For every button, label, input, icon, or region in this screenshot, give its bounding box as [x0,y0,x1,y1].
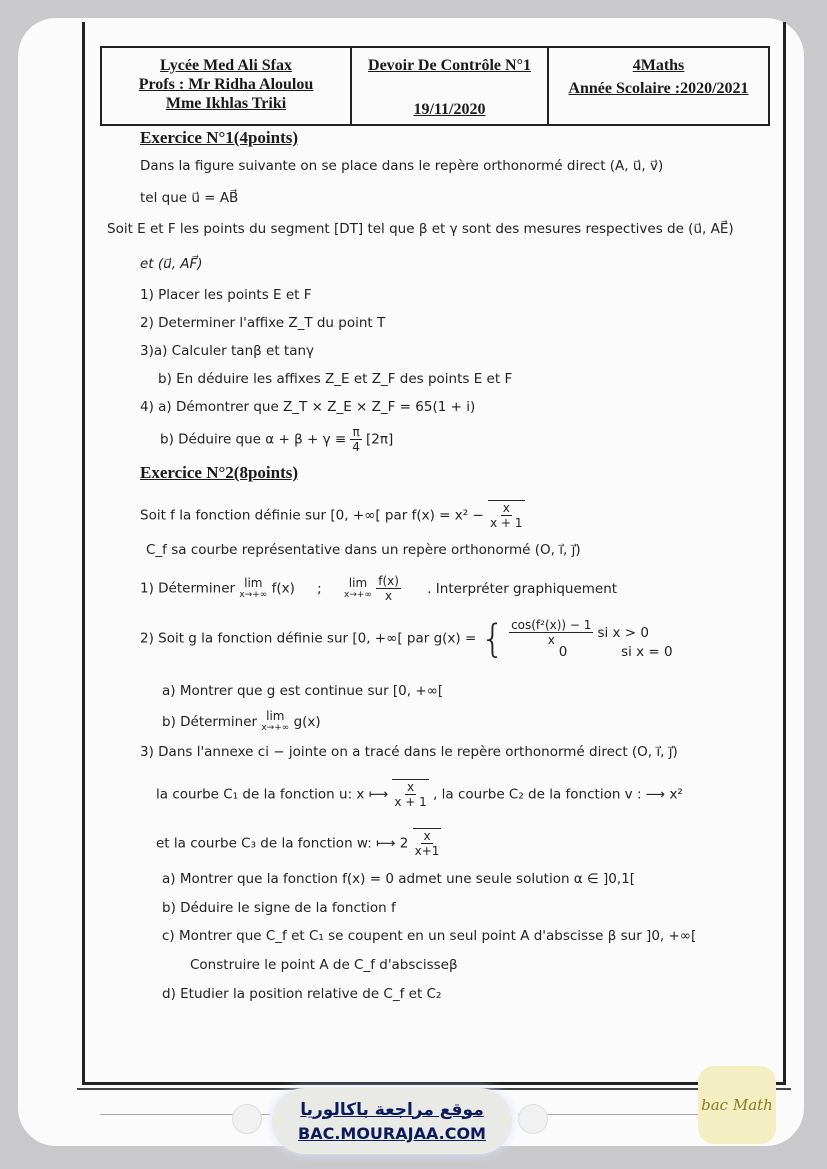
ex2-q2-pre: 2) Soit g la fonction définie sur [0, +∞[ par g(x) = [140,630,477,647]
sqrt-expr [488,500,524,530]
case1-frac [509,618,593,647]
site-logo-left-icon [232,1104,262,1134]
def-num: x [502,501,510,515]
school-name: Lycée Med Ali Sfax [160,57,292,74]
ex1-q2: 2) Determiner l'affixe Z_T du point T [140,315,386,331]
lim-sub-2: x→+∞ [344,589,372,600]
ex2-q1-post: . Interpréter graphiquement [427,580,618,597]
c3-pre: et la courbe C₃ de la fonction w: ⟼ 2 [156,835,409,852]
pi-num: π [352,425,360,439]
fx-num: f(x) [378,574,399,588]
c3-den: x+1 [414,844,440,858]
bac-math-logo: bac Math [698,1066,776,1144]
class-name: 4Maths [632,57,685,74]
ex2-def-pre: Soit f la fonction définie sur [0, +∞[ par f(x) = x² − [140,507,484,524]
def-frac [490,501,522,530]
c3-frac [415,829,440,858]
ex1-q3b: b) En déduire les affixes Z_E et Z_F des points E et F [158,371,513,387]
ex1-q3a: 3)a) Calculer tanβ et tanγ [140,343,315,359]
lim-word: lim [244,575,263,590]
lim-2 [344,577,372,601]
ex1-line1: Dans la figure suivante on se place dans le repère orthonormé direct (A, u⃗, v⃗) [140,158,664,174]
lim-word-3: lim [266,709,285,723]
lim-sub-3: x→+∞ [261,723,290,733]
ex1-q4b-post: [2π] [366,431,394,448]
ex1-q4b-pre: b) Déduire que α + β + γ ≡ [160,431,347,448]
pi-den: 4 [352,440,360,454]
prof2-name: Mme Ikhlas Triki [165,95,287,112]
lim-word-2: lim [348,575,368,590]
c3-sqrt [413,828,442,858]
ex2-q3c2: Construire le point A de C_f d'abscisseβ [190,957,458,973]
ex1-q4a: 4) a) Démontrer que Z_T × Z_E × Z_F = 65(1 + i) [140,399,476,415]
ex2-q2b-pre: b) Déterminer [162,714,258,730]
lim-1 [239,577,267,601]
ex2-q2a: a) Montrer que g est continue sur [0, +∞[ [162,683,444,699]
ex2-q3b: b) Déduire le signe de la fonction f [162,900,396,916]
case1-num: cos(f²(x)) − 1 [511,618,592,632]
c1-frac [394,780,426,809]
def-den: x + 1 [490,516,523,530]
piecewise [509,618,673,659]
case1-den: x [547,633,555,647]
ex1-line2: tel que u⃗ = AB⃗ [140,190,239,206]
ex2-q1-f: f(x) [271,580,295,597]
ex1-title: Exercice N°1(4points) [140,128,299,147]
ex1-q4b [160,425,393,454]
fx-den: x [385,589,393,603]
ex2-definition [140,500,525,530]
c1-pre: la courbe C₁ de la fonction u: x ⟼ [156,786,389,803]
case2-val: 0 [558,644,568,660]
c1-den: x + 1 [394,795,427,809]
c3-num: x [423,829,431,843]
case-2 [509,645,673,659]
ex1-q1: 1) Placer les points E et F [140,287,312,303]
case1-cond: si x > 0 [597,624,649,641]
exam-header [100,46,770,126]
site-arabic-name: موقع مراجعة باكالوريا [300,1099,484,1120]
lim-3 [261,710,289,734]
school-year: Année Scolaire :2020/2021 [568,80,749,97]
ex2-cf: C_f sa courbe représentative dans un repère orthonormé (O, i⃗, j⃗) [146,542,581,558]
ex2-q2b-f: g(x) [293,714,321,730]
exam-date: 19/11/2020 [413,101,486,118]
ex2-q3c: c) Montrer que C_f et C₁ se coupent en un seul point A d'abscisse β sur ]0, +∞[ [162,928,697,944]
ex2-q3d: d) Etudier la position relative de C_f et C₂ [162,986,442,1002]
header-class-cell [549,48,768,124]
c1-num: x [407,780,415,794]
ex1-line4: et (u⃗, AF⃗) [140,256,203,272]
fx-over-x [376,574,401,603]
ex2-q1-pre: 1) Déterminer [140,580,236,597]
lim-sub: x→+∞ [239,589,268,600]
profs-name: Profs : Mr Ridha Aloulou [138,76,314,93]
c1-sqrt [392,779,428,809]
ex2-c1 [156,779,683,809]
pi-over-4 [350,425,361,454]
brace: { [480,616,505,661]
ex2-c3 [156,828,441,858]
ex2-title: Exercice N°2(8points) [140,463,299,482]
ex2-q2 [140,618,673,659]
site-logo-right-icon [518,1104,548,1134]
ex2-q1 [140,574,617,603]
exam-title: Devoir De Contrôle N°1 [368,57,531,74]
case-1 [509,618,673,647]
ex1-line3: Soit E et F les points du segment [DT] tel que β et γ sont des mesures respectives de (u⃗, AE⃗) [107,221,734,237]
ex2-q1-sep: ; [317,580,322,597]
header-exam-cell [352,48,549,124]
site-url[interactable]: BAC.MOURAJAA.COM [298,1123,486,1143]
ex2-q3a: a) Montrer que la fonction f(x) = 0 admet une seule solution α ∈ ]0,1[ [162,871,636,887]
header-school-cell [102,48,352,124]
case2-cond: si x = 0 [621,644,673,660]
ex2-q3: 3) Dans l'annexe ci − jointe on a tracé dans le repère orthonormé direct (O, i⃗, j⃗) [140,744,678,760]
ex2-q2b [162,710,321,734]
site-banner[interactable] [272,1088,512,1154]
c1-post: , la courbe C₂ de la fonction v : ⟶ x² [433,786,683,803]
